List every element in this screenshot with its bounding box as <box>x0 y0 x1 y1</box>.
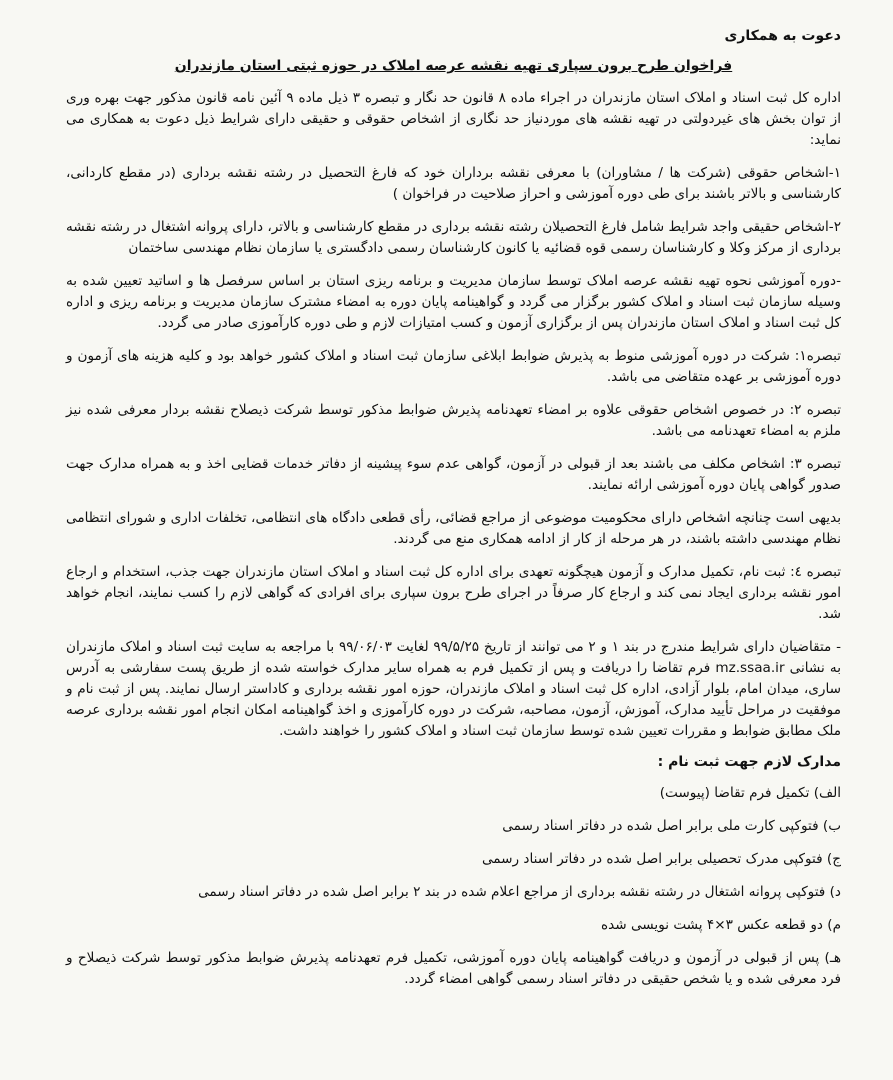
intro-paragraph: اداره کل ثبت اسناد و املاک استان مازندران در اجراء ماده ۸ قانون حد نگار و تبصره ۳ ذیل ماده ۹ آئین نامه قانون مذکور جهت بهره وری از توان بخش های غیردولتی در تهیه نقشه های موردنیاز حد نگاری از اشخاص حقوقی و حقیقی دارای شرایط ذیل دعوت به همکاری می نماید: <box>66 90 841 148</box>
document-item-f: هـ) پس از قبولی در آزمون و دریافت گواهینامه پایان دوره آموزشی، تکمیل فرم تعهدنامه پذیرش ضوابط مذکور توسط شرکت ذیصلاح و فرد معرفی شده و یا شخص حقیقی در دفاتر اسناد رسمی گواهی امضاء گردد. <box>66 950 841 987</box>
note-2-paragraph: تبصره ۲: در خصوص اشخاص حقوقی علاوه بر امضاء تعهدنامه پذیرش ضوابط مذکور توسط شرکت ذیصلاح نقشه بردار معرفی شده نیز ملزم به امضاء تعهدنامه می باشد. <box>66 402 842 439</box>
disqualification-paragraph: بدیهی است چنانچه اشخاص دارای محکومیت موضوعی از مراجع قضائی، رأی قطعی دادگاه های انتظامی، تخلفات اداری و شورای انتظامی نظام مهندسی داشته باشند، در هر مرحله از کار از ادامه همکاری منع می گردند. <box>66 510 841 547</box>
document-item-c: ج) فتوکپی مدرک تحصیلی برابر اصل شده در دفاتر اسناد رسمی <box>481 851 841 867</box>
required-documents-heading: مدارک لازم جهت ثبت نام : <box>657 754 841 770</box>
condition-natural-persons: ۲-اشخاص حقیقی واجد شرایط شامل فارغ التحصیلان رشته نقشه برداری در مقطع کارشناسی و بالاتر، دارای پروانه اشتغال در رشته نقشه برداری از مرکز وکلا و کارشناسان رسمی قوه قضائیه یا کانون کارشناسان رسمی دادگستری یا سازمان نظام مهندسی ساختمان <box>66 219 841 256</box>
document-item-b: ب) فتوکپی کارت ملی برابر اصل شده در دفاتر اسناد رسمی <box>502 818 841 834</box>
applicants-text-part2: فرم تقاضا را دریافت و پس از تکمیل فرم به همراه سایر مدارک خواسته شده از طریق پست سفارشی به آدرس ساری، میدان امام، بلوار آزادی، اداره کل ثبت اسناد و املاک مازندران، حوزه امور نقشه برداری و کاداستر ارسال نمایند. پس از ثبت نام و موفقیت در مراحل تأیید مدارک، آموزش، آزمون، مصاحبه، شرکت در دوره کارآموزی و اخذ گواهینامه امکان انجام امور نقشه برداری عرصه ملک مطابق ضوابط و مقررات تعیین شده توسط سازمان ثبت اسناد و املاک کشور را خواهند داشت. <box>66 660 841 739</box>
applicants-text-part1: - متقاضیان دارای شرایط مندرج در بند ۱ و ۲ می توانند از تاریخ ۹۹/۵/۲۵ لغایت ۹۹/۰۶/۰۳ با مراجعه به سایت ثبت اسناد و املاک مازندران به نشانی <box>66 639 841 676</box>
note-3-paragraph: تبصره ۳: اشخاص مکلف می باشند بعد از قبولی در آزمون، گواهی عدم سوء پیشینه از دفاتر خدمات قضایی اخذ و به همراه مدارک جهت صدور گواهی پایان دوره آموزشی ارائه نمایند. <box>66 456 841 493</box>
condition-legal-entities: ۱-اشخاص حقوقی (شرکت ها / مشاوران) با معرفی نقشه برداران خود که فارغ التحصیل در رشته نقشه برداری (در مقطع کاردانی، کارشناسی و بالاتر باشند برای طی دوره آموزشی و احراز صلاحیت در فراخوان ) <box>66 165 841 202</box>
training-course-paragraph: -دوره آموزشی نحوه تهیه نقشه عرصه املاک توسط سازمان مدیریت و برنامه ریزی استان بر اساس سرفصل ها و اساتید تعیین شده به وسیله سازمان ثبت اسناد و املاک کشور برگزار می گردد و گواهینامه پایان دوره به امضاء مشترک سازمان مدیریت و برنامه ریزی و اداره کل ثبت اسناد و املاک استان مازندران پس از برگزاری آزمون و کسب امتیازات لازم و طی دوره کارآموزی صادر می گردد. <box>66 273 841 331</box>
note-1-paragraph: تبصره۱: شرکت در دوره آموزشی منوط به پذیرش ضوابط ابلاغی سازمان ثبت اسناد و املاک کشور خواهد بود و کلیه هزینه های آزمون و دوره آموزشی بر عهده متقاضی می باشد. <box>66 348 841 385</box>
greeting-heading: دعوت به همکاری <box>724 28 841 44</box>
document-item-d: د) فتوکپی پروانه اشتغال در رشته نقشه برداری از مراجع اعلام شده در بند ۲ برابر اصل شده در دفاتر اسناد رسمی <box>198 884 841 900</box>
website-link[interactable]: mz.ssaa.ir <box>715 660 785 676</box>
document-item-e: م) دو قطعه عکس ۳×۴ پشت نویسی شده <box>600 917 841 933</box>
document-title: فراخوان طرح برون سپاری تهیه نقشه عرصه املاک در حوزه ثبتی استان مازندران <box>174 58 733 74</box>
note-4-paragraph: تبصره ٤: ثبت نام، تکمیل مدارک و آزمون هیچگونه تعهدی برای اداره کل ثبت اسناد و املاک استان مازندران جهت جذب، استخدام و ارجاع امور نقشه برداری ایجاد نمی کند و ارجاع کار صرفاً در اجرای طرح برون سپاری برای افرادی که گواهی لازم را کسب نمایند، انجام خواهد شد. <box>66 564 841 622</box>
applicants-paragraph <box>66 637 841 742</box>
document-item-a: الف) تکمیل فرم تقاضا (پیوست) <box>659 785 841 801</box>
